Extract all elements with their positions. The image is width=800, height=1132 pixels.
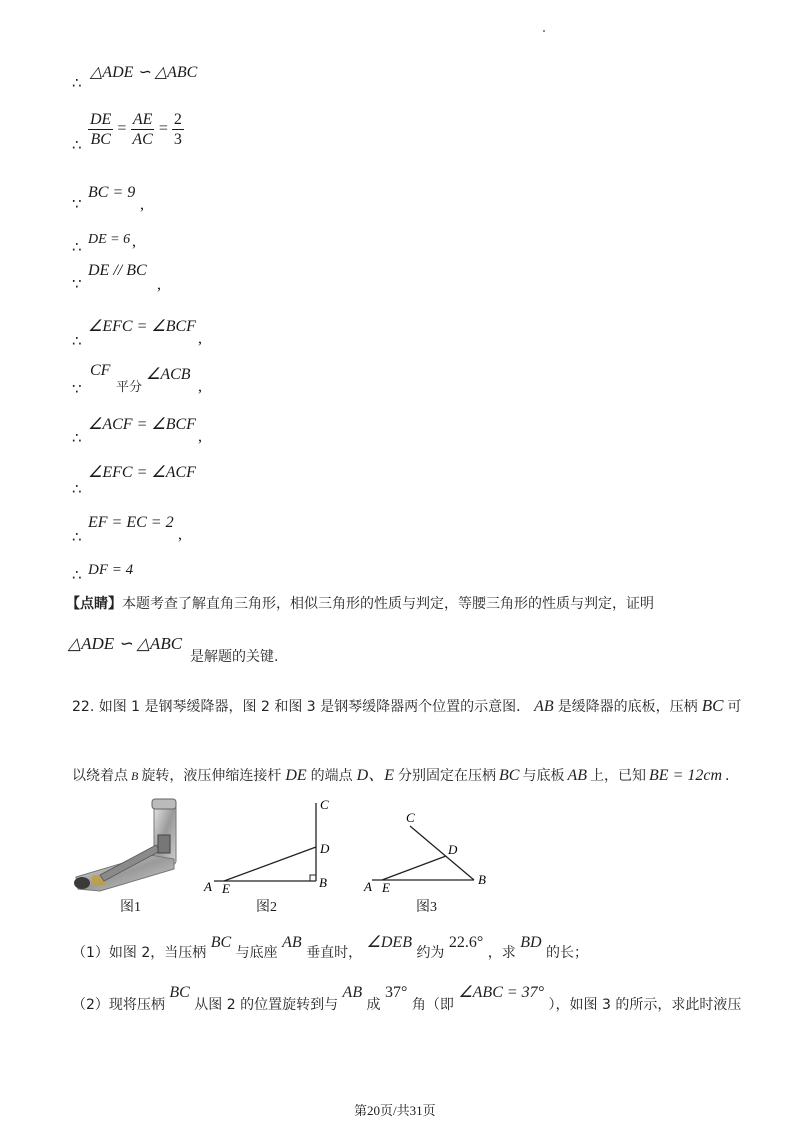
- be-length-expr: BE = 12cm: [649, 767, 723, 784]
- angle-equality-expr: ∠EFC = ∠ACF: [88, 464, 196, 481]
- angle-value: 22.6°: [448, 934, 484, 951]
- bc-value-expr: BC = 9: [88, 184, 136, 201]
- right-angle-mark: [310, 875, 316, 881]
- comma: ,: [157, 276, 161, 293]
- question-text: ，求: [487, 945, 516, 961]
- fraction-numerator: 2: [173, 111, 182, 128]
- line-bc: [410, 826, 474, 880]
- label-e: E: [382, 880, 390, 895]
- de-value-expr: DE = 6: [88, 232, 131, 247]
- segment-bc: BC: [701, 696, 724, 715]
- fraction-denominator: BC: [90, 131, 111, 148]
- question-text: 成: [366, 997, 381, 1013]
- segment-ab: AB: [567, 767, 588, 784]
- comment-expr: △ADE ∽ △ABC: [68, 634, 183, 653]
- page-footer: 第20页/共31页: [354, 1103, 436, 1118]
- therefore-symbol: ∴: [72, 332, 82, 350]
- parallel-expr: DE // BC: [88, 262, 147, 279]
- bisects-label: 平分: [116, 380, 143, 395]
- therefore-symbol: ∴: [72, 429, 82, 447]
- angle-abc-expr: ∠ABC = 37°: [458, 984, 545, 1001]
- problem-text: 以绕着点: [72, 768, 128, 784]
- because-symbol: ∵: [72, 275, 82, 293]
- angle-equality-expr: ∠EFC = ∠BCF: [88, 318, 196, 335]
- figure2-label: 图2: [256, 900, 277, 915]
- ratio-equation: $\frac{DE}{BC}$ = $\frac{AE}{AC}$ = $\frac{2}{3}$: [90, 111, 182, 148]
- fraction-denominator: 3: [173, 131, 182, 148]
- question-text: ），如图 3 的所示，求此时液压: [548, 997, 742, 1013]
- figure1-label: 图1: [120, 900, 141, 915]
- bisector-subject: CF: [90, 362, 111, 379]
- problem-text: 是缓降器的底板，压柄: [557, 699, 698, 715]
- because-symbol: ∵: [72, 195, 82, 213]
- question-text: 从图 2 的位置旋转到与: [194, 997, 339, 1013]
- therefore-symbol: ∴: [72, 566, 82, 584]
- therefore-symbol: ∴: [72, 136, 82, 154]
- problem-text: 的端点: [310, 768, 353, 784]
- problem-statement-line1: [72, 696, 741, 716]
- problem-text: 分别固定在压柄: [398, 768, 497, 784]
- comma: ,: [198, 428, 202, 445]
- therefore-symbol: ∴: [72, 528, 82, 546]
- df-value-expr: DF = 4: [88, 562, 134, 578]
- problem-text: 上，已知: [590, 768, 647, 784]
- comment-text: 本题考查了解直角三角形，相似三角形的性质与判定，等腰三角形的性质与判定，证明: [122, 596, 654, 612]
- question-text: 角（即: [411, 997, 454, 1013]
- problem-text: 旋转，液压伸缩连接杆: [141, 768, 282, 784]
- problem-text: 与底板: [522, 768, 565, 784]
- segment-de: DE: [285, 767, 307, 784]
- question-text: 的长；: [545, 945, 588, 961]
- comment-tag: 【点睛】: [66, 596, 122, 612]
- question-1: [72, 932, 588, 962]
- comma: ,: [178, 526, 182, 543]
- top-dot: [543, 30, 545, 32]
- label-a: A: [204, 879, 212, 894]
- line-ed: [382, 856, 446, 880]
- segment-ab: AB: [282, 934, 302, 951]
- question-text: （2）现将压柄: [72, 997, 165, 1013]
- comma: ,: [198, 330, 202, 347]
- problem-text: 22. 如图 1 是钢琴缓降器，图 2 和图 3 是钢琴缓降器两个位置的示意图．: [72, 699, 531, 715]
- therefore-symbol: ∴: [72, 74, 82, 92]
- segment-bd: BD: [520, 934, 542, 951]
- comma: ,: [140, 196, 144, 213]
- question-text: 与底座: [235, 945, 278, 961]
- figure2-diagram: [198, 795, 338, 900]
- label-d: D: [320, 841, 330, 856]
- fraction-numerator: DE: [90, 111, 112, 128]
- similar-triangles-expr: △ADE ∽ △ABC: [90, 64, 198, 81]
- because-symbol: ∵: [72, 380, 82, 398]
- question-text: （1）如图 2，当压柄: [72, 945, 207, 961]
- label-c: C: [406, 810, 415, 825]
- label-b: B: [478, 872, 486, 887]
- angle-equality-expr: ∠ACF = ∠BCF: [88, 416, 196, 433]
- angle-deb: ∠DEB: [366, 934, 412, 951]
- problem-statement-line2: [72, 762, 729, 785]
- label-d: D: [448, 842, 458, 857]
- figure3-diagram: [360, 808, 500, 898]
- therefore-symbol: ∴: [72, 480, 82, 498]
- problem-text: 可: [727, 699, 742, 715]
- fraction-numerator: AE: [132, 111, 153, 128]
- piano-descender-photo: [70, 795, 185, 895]
- label-b: B: [319, 875, 327, 890]
- period: .: [725, 768, 730, 784]
- segment-ab: AB: [534, 698, 554, 715]
- question-2: [72, 982, 741, 1014]
- question-text: 约为: [416, 945, 445, 961]
- comma: ,: [198, 378, 202, 395]
- segment-bc: BC: [499, 767, 520, 784]
- fraction-denominator: AC: [132, 131, 153, 148]
- figure3-label: 图3: [416, 900, 437, 915]
- point-b: B: [131, 769, 139, 783]
- segment-ab: AB: [342, 984, 363, 1001]
- points-d-e: D、E: [356, 767, 395, 784]
- label-a: A: [364, 879, 372, 894]
- label-c: C: [320, 797, 329, 812]
- length-equality-expr: EF = EC = 2: [88, 514, 174, 531]
- label-e: E: [222, 881, 230, 896]
- segment-bc: BC: [210, 934, 232, 951]
- angle-value: 37°: [385, 984, 408, 1001]
- comma: ,: [132, 233, 136, 250]
- question-text: 垂直时，: [306, 945, 363, 961]
- line-ed: [224, 847, 316, 881]
- comment-tail: 是解题的关键.: [190, 649, 279, 665]
- segment-bc: BC: [169, 984, 190, 1001]
- bisected-angle: ∠ACB: [146, 366, 191, 383]
- therefore-symbol: ∴: [72, 238, 82, 256]
- comment-block: [66, 593, 654, 613]
